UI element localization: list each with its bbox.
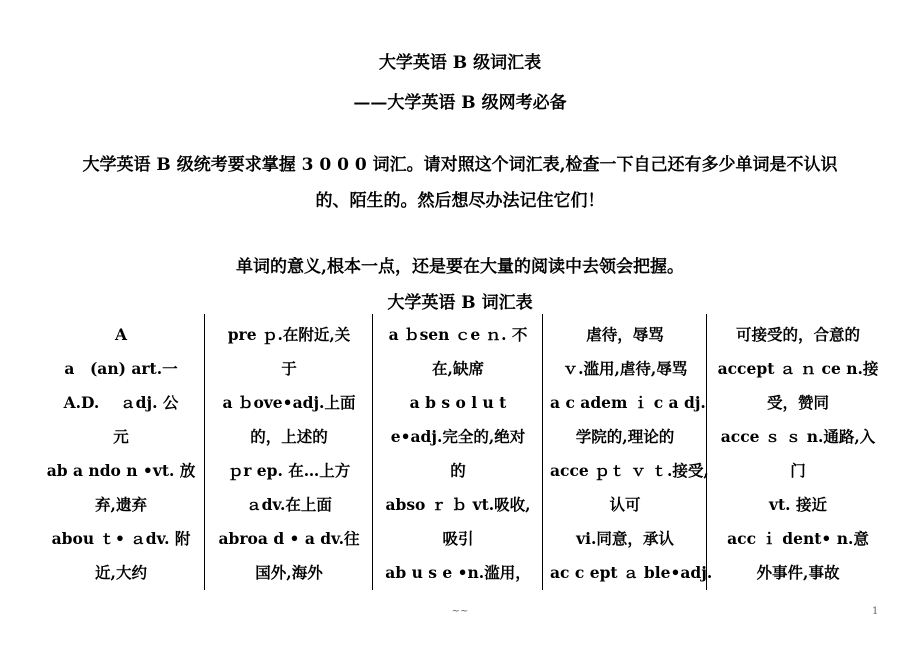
vocab-line: a b s o l u t [409, 393, 507, 412]
vocab-line: a ｂsen ｃe ｎ. 不 [388, 325, 528, 344]
vocab-line: ab u s e •n.滥用， [385, 563, 531, 582]
vocab-line: abso ｒ ｂ vt.吸收, [385, 495, 531, 514]
vocab-line: 虐待，辱骂 [586, 325, 664, 344]
vocab-line: 的 [450, 461, 466, 480]
vocab-line: 受，赞同 [766, 393, 829, 412]
vocab-line: ac c ept ａ ble•adj. [550, 563, 713, 582]
vocab-line: ｖ.滥用,虐待,辱骂 [562, 359, 688, 378]
vocab-line: acce ｓ ｓ n.通路,入 [720, 427, 876, 446]
vocab-line: acce ｐｔ ｖ ｔ.接受, [550, 461, 709, 480]
vocab-line: abroa d • a dv.往 [218, 529, 360, 548]
vocab-line: 认可 [609, 495, 641, 514]
vocab-line: ab a ndo n •vt. 放 [46, 461, 196, 480]
column-divider [204, 314, 205, 590]
vocab-line: 国外,海外 [255, 563, 323, 582]
table-title: 大学英语 B 词汇表 [387, 293, 533, 313]
page-number: 1 [872, 606, 879, 617]
vocab-line: e•adj.完全的,绝对 [390, 427, 526, 446]
vocab-line: ｐr ep. 在…上方 [227, 461, 351, 480]
column-divider [542, 314, 543, 590]
vocab-column-2 [206, 314, 372, 590]
column-divider [706, 314, 707, 590]
reading-note: 单词的意义,根本一点，还是要在大量的阅读中去领会把握。 [236, 257, 684, 277]
vocab-line: accept ａ ｎ ce n.接 [717, 359, 879, 378]
vocab-line: vt. 接近 [769, 495, 827, 514]
column-divider [372, 314, 373, 590]
vocab-line: 学院的,理论的 [575, 427, 675, 446]
vocab-line: A [114, 325, 128, 344]
vocab-line: ａdv.在上面 [246, 495, 332, 514]
footer-mark: ~~ [451, 606, 469, 617]
vocab-column-1 [38, 314, 204, 590]
vocab-line: 可接受的，合意的 [735, 325, 860, 344]
intro-line-2: 的、陌生的。然后想尽办法记住它们！ [315, 191, 605, 211]
vocab-line: 弃,遗弃 [95, 495, 147, 514]
vocab-line: 近,大约 [95, 563, 147, 582]
vocab-line: 的，上述的 [250, 427, 328, 446]
document-title: 大学英语 B 级词汇表 [378, 53, 542, 73]
vocab-line: a (an) art.一 [64, 359, 178, 378]
vocab-line: abou ｔ• ａdv. 附 [51, 529, 191, 548]
vocab-line: 门 [790, 461, 806, 480]
vocab-line: 元 [113, 427, 129, 446]
vocab-line: a ｂove•adj.上面 [222, 393, 356, 412]
vocab-line: acc ｉ dent• n.意 [727, 529, 869, 548]
vocab-line: 在,缺席 [432, 359, 484, 378]
intro-line-1: 大学英语 B 级统考要求掌握 3 0 0 0 词汇。请对照这个词汇表,检查一下自己还有多少单词是不认识 [82, 155, 838, 175]
document-subtitle: ——大学英语 B 级网考必备 [353, 93, 567, 113]
vocab-line: vi.同意，承认 [576, 529, 674, 548]
vocab-column-5 [708, 314, 888, 590]
vocab-column-3 [374, 314, 542, 590]
vocab-line: 于 [281, 359, 297, 378]
vocab-line: 吸引 [442, 529, 474, 548]
vocab-line: a c adem ｉ c a dj. [550, 393, 706, 412]
vocab-column-4 [544, 314, 713, 590]
vocab-line: pre ｐ.在附近,关 [227, 325, 351, 344]
vocab-line: A.D. ａdj. 公 [63, 393, 179, 412]
vocab-line: 外事件,事故 [756, 563, 840, 582]
